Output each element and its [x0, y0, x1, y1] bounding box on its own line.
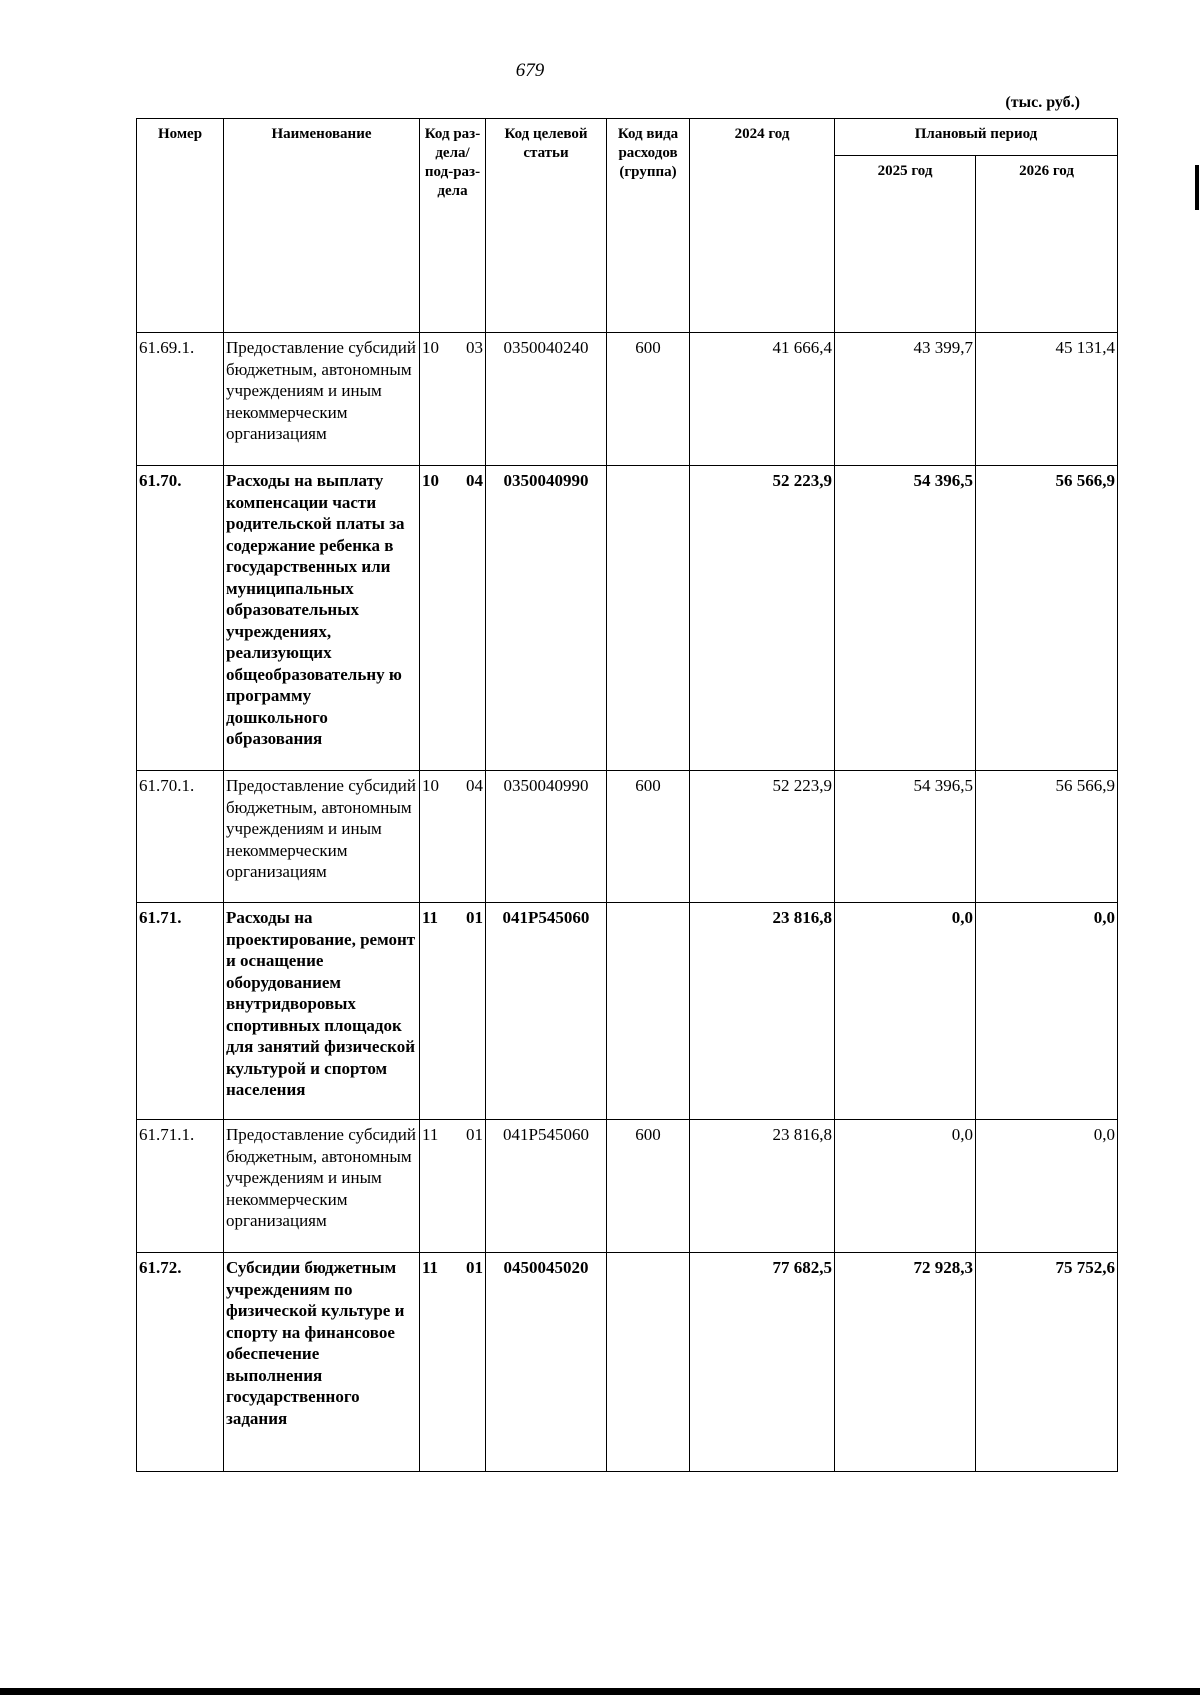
row-razdel-code: 10 [422, 776, 439, 795]
row-expense-type [607, 903, 690, 1120]
row-name: Предоставление субсидий бюджетным, автономным учреждениям и иным некоммерческим организациям [224, 771, 420, 903]
row-podrazdel-code: 01 [466, 1125, 483, 1144]
row-razdel-code: 11 [422, 1258, 439, 1277]
row-target-code: 041P545060 [486, 1120, 607, 1253]
row-amount-2024: 41 666,4 [690, 333, 835, 466]
row-amount-2026: 0,0 [976, 903, 1118, 1120]
header-2026: 2026 год [976, 156, 1118, 333]
row-razdel [420, 771, 486, 903]
row-name: Предоставление субсидий бюджетным, автономным учреждениям и иным некоммерческим организациям [224, 333, 420, 466]
row-target-code: 0350040240 [486, 333, 607, 466]
row-amount-2024: 23 816,8 [690, 1120, 835, 1253]
row-razdel-code: 11 [422, 908, 439, 927]
row-number: 61.70. [137, 466, 224, 771]
row-target-code: 0450045020 [486, 1253, 607, 1472]
row-amount-2025: 54 396,5 [835, 466, 976, 771]
row-amount-2026: 56 566,9 [976, 466, 1118, 771]
table-body [137, 333, 1118, 1472]
row-amount-2026: 0,0 [976, 1120, 1118, 1253]
row-expense-type [607, 466, 690, 771]
scan-edge-mark [1195, 165, 1199, 210]
row-podrazdel-code: 04 [466, 471, 483, 490]
row-amount-2024: 52 223,9 [690, 466, 835, 771]
row-razdel-code: 11 [422, 1125, 439, 1144]
table-row [137, 333, 1118, 466]
scan-bottom-border [0, 1688, 1200, 1695]
row-amount-2024: 23 816,8 [690, 903, 835, 1120]
row-number: 61.71.1. [137, 1120, 224, 1253]
row-amount-2025: 54 396,5 [835, 771, 976, 903]
row-razdel [420, 333, 486, 466]
row-expense-type: 600 [607, 771, 690, 903]
row-razdel [420, 1253, 486, 1472]
row-amount-2025: 72 928,3 [835, 1253, 976, 1472]
row-amount-2024: 77 682,5 [690, 1253, 835, 1472]
row-target-code: 041P545060 [486, 903, 607, 1120]
row-razdel [420, 1120, 486, 1253]
row-name: Предоставление субсидий бюджетным, автономным учреждениям и иным некоммерческим организациям [224, 1120, 420, 1253]
budget-table [136, 118, 1118, 1472]
row-number: 61.72. [137, 1253, 224, 1472]
page-number: 679 [515, 60, 545, 81]
table-row [137, 1253, 1118, 1472]
table-row [137, 771, 1118, 903]
row-amount-2026: 56 566,9 [976, 771, 1118, 903]
table-header [137, 119, 1118, 333]
row-name: Субсидии бюджетным учреждениям по физической культуре и спорту на финансовое обеспечение выполнения государственного задания [224, 1253, 420, 1472]
row-razdel-code: 10 [422, 338, 439, 357]
row-target-code: 0350040990 [486, 771, 607, 903]
header-target: Код целевой статьи [486, 119, 607, 333]
table-row [137, 466, 1118, 771]
row-podrazdel-code: 03 [466, 338, 483, 357]
table-row [137, 1120, 1118, 1253]
units-label: (тыс. руб.) [1005, 94, 1080, 111]
header-name: Наименование [224, 119, 420, 333]
row-razdel [420, 466, 486, 771]
row-amount-2026: 45 131,4 [976, 333, 1118, 466]
row-podrazdel-code: 04 [466, 776, 483, 795]
row-amount-2024: 52 223,9 [690, 771, 835, 903]
header-vid: Код вида расходов (группа) [607, 119, 690, 333]
row-expense-type [607, 1253, 690, 1472]
row-razdel-code: 10 [422, 471, 439, 490]
row-number: 61.70.1. [137, 771, 224, 903]
header-2025: 2025 год [835, 156, 976, 333]
table-row [137, 903, 1118, 1120]
row-amount-2025: 43 399,7 [835, 333, 976, 466]
row-number: 61.69.1. [137, 333, 224, 466]
row-amount-2025: 0,0 [835, 903, 976, 1120]
row-podrazdel-code: 01 [466, 908, 483, 927]
header-plan-period: Плановый период [835, 119, 1118, 156]
header-razdel: Код раз-дела/ под-раз-дела [420, 119, 486, 333]
row-number: 61.71. [137, 903, 224, 1120]
row-name: Расходы на проектирование, ремонт и оснащение оборудованием внутридворовых спортивных площадок для занятий физической культурой и спортом населения [224, 903, 420, 1120]
row-razdel [420, 903, 486, 1120]
row-podrazdel-code: 01 [466, 1258, 483, 1277]
row-expense-type: 600 [607, 1120, 690, 1253]
row-expense-type: 600 [607, 333, 690, 466]
row-name: Расходы на выплату компенсации части родительской платы за содержание ребенка в государственных или муниципальных образовательных учреждениях, реализующих общеобразовательну ю программу дошкольного образования [224, 466, 420, 771]
header-number: Номер [137, 119, 224, 333]
row-amount-2025: 0,0 [835, 1120, 976, 1253]
header-2024: 2024 год [690, 119, 835, 333]
row-target-code: 0350040990 [486, 466, 607, 771]
row-amount-2026: 75 752,6 [976, 1253, 1118, 1472]
